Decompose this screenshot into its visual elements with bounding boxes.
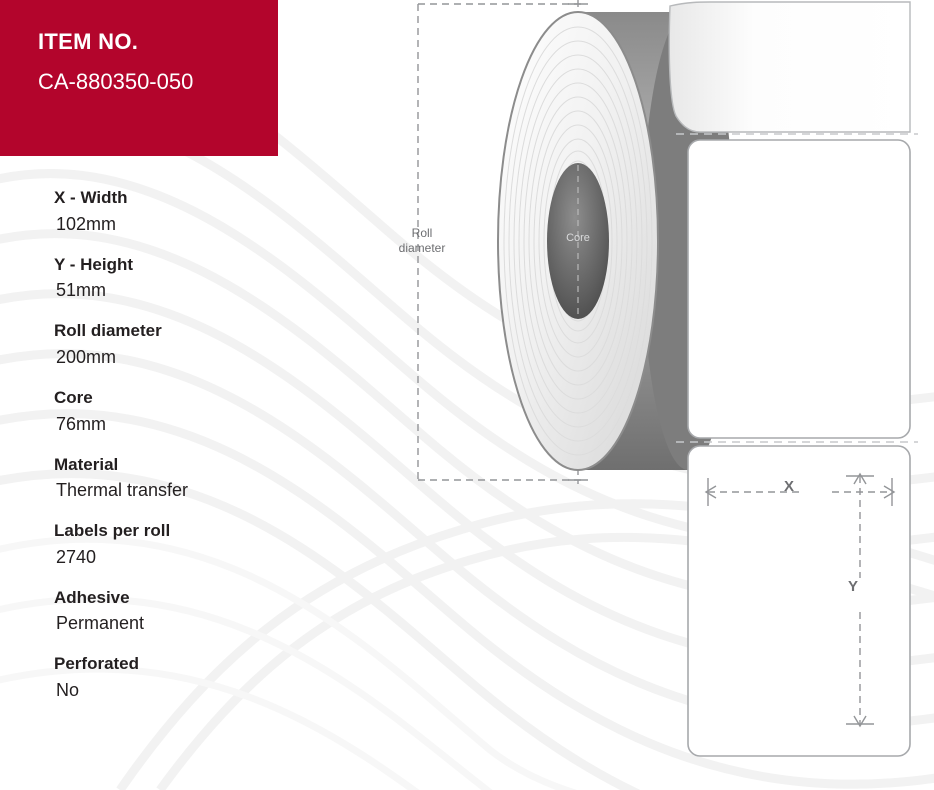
roll-diameter-caption-line1: Roll bbox=[411, 226, 433, 240]
spec-value: No bbox=[56, 680, 80, 701]
height-marker-label: Y bbox=[848, 578, 859, 595]
spec-row-core bbox=[54, 386, 384, 438]
spec-value: Permanent bbox=[56, 613, 145, 634]
label-web bbox=[669, 2, 918, 756]
label-face-upper bbox=[688, 140, 910, 438]
spec-row-material bbox=[54, 453, 384, 505]
roll-diameter-caption bbox=[382, 226, 462, 256]
spec-value: 51mm bbox=[56, 280, 107, 301]
spec-value: 76mm bbox=[56, 413, 107, 434]
spec-row-roll-diameter bbox=[54, 319, 384, 371]
label-roll-illustration bbox=[370, 0, 934, 790]
roll-diagram-svg bbox=[370, 0, 934, 790]
spec-row-height bbox=[54, 253, 384, 305]
spec-key: X - Width bbox=[54, 188, 128, 207]
spec-key: Material bbox=[54, 454, 119, 474]
spec-value: 2740 bbox=[56, 546, 97, 567]
roll-diameter-caption-line2: diameter bbox=[398, 241, 446, 255]
spec-key: Roll diameter bbox=[54, 321, 162, 341]
item-number-value: CA-880350-050 bbox=[38, 69, 194, 95]
spec-key: Adhesive bbox=[54, 587, 130, 607]
spec-value: 200mm bbox=[56, 346, 117, 367]
spec-row-labels-per-roll bbox=[54, 519, 384, 571]
spec-key: Labels per roll bbox=[54, 521, 171, 541]
spec-value: 102mm bbox=[56, 213, 117, 234]
spec-row-adhesive bbox=[54, 586, 384, 638]
item-number-banner bbox=[0, 0, 278, 156]
core-caption: Core bbox=[566, 232, 590, 244]
item-number-label: ITEM NO. bbox=[38, 29, 139, 54]
specification-list bbox=[54, 186, 384, 719]
spec-key: Core bbox=[54, 387, 93, 407]
spec-value: Thermal transfer bbox=[56, 480, 189, 501]
width-marker-label: X bbox=[784, 478, 795, 495]
spec-row-perforated bbox=[54, 652, 384, 704]
spec-row-width bbox=[54, 186, 384, 238]
spec-key: Y - Height bbox=[54, 254, 134, 274]
spec-key: Perforated bbox=[54, 654, 140, 674]
